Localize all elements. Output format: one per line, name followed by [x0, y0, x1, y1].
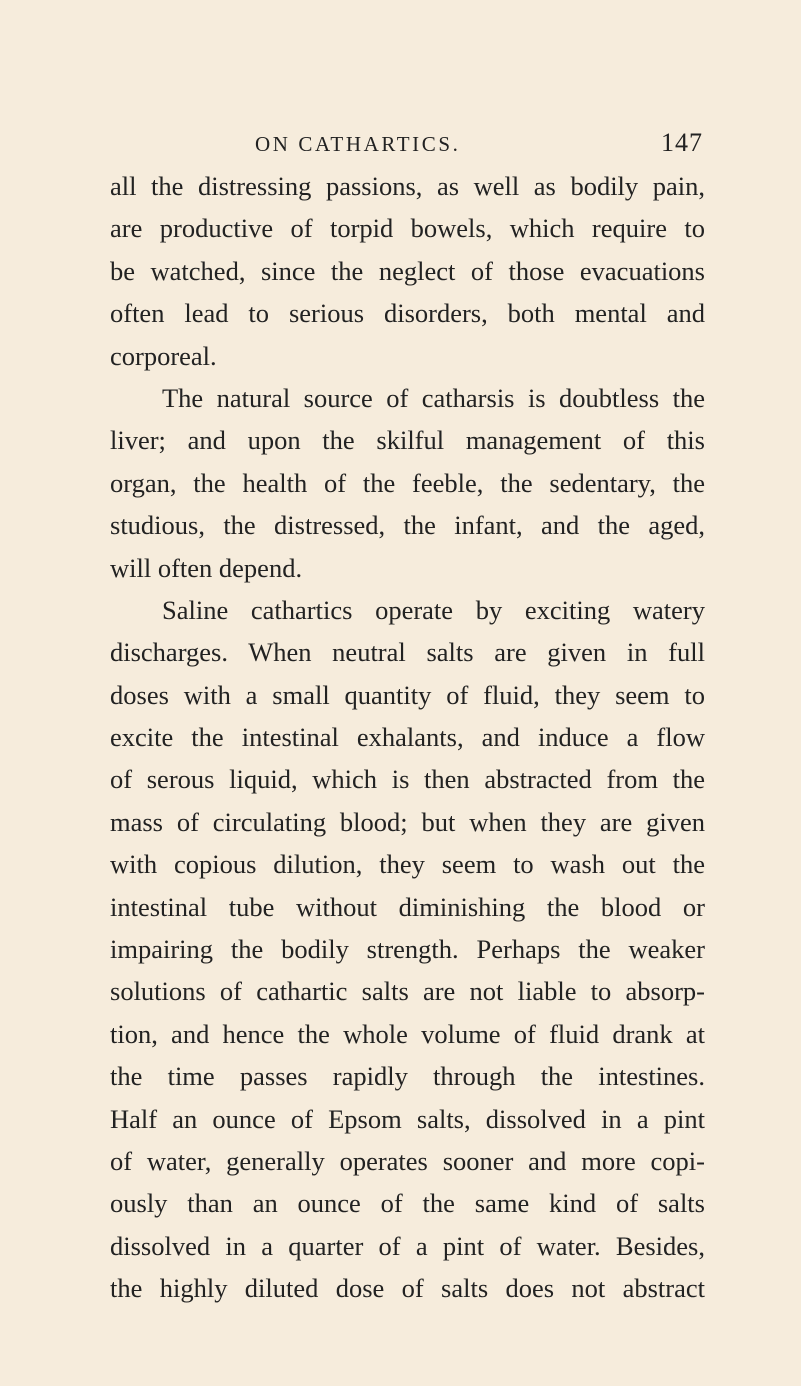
text-line: intestinal tube without diminishing the blood or: [110, 891, 705, 922]
paragraph-start-line: Saline cathartics operate by exciting watery: [162, 594, 705, 625]
text-line: the highly diluted dose of salts does not abstract: [110, 1273, 705, 1304]
text-line: with copious dilution, they seem to wash out the: [110, 849, 705, 880]
running-title: ON CATHARTICS.: [255, 132, 461, 156]
text-line: be watched, since the neglect of those evacuations: [110, 255, 705, 286]
text-line: discharges. When neutral salts are given in full: [110, 637, 705, 668]
text-line: excite the intestinal exhalants, and induce a flow: [110, 722, 705, 753]
text-line: studious, the distressed, the infant, and the aged,: [110, 510, 705, 541]
text-line: the time passes rapidly through the intestines.: [110, 1061, 705, 1092]
text-line: mass of circulating blood; but when they are given: [110, 806, 705, 837]
text-line: Half an ounce of Epsom salts, dissolved in a pint: [110, 1103, 705, 1134]
text-line: will often depend.: [110, 552, 303, 583]
text-line: corporeal.: [110, 340, 217, 371]
text-line: impairing the bodily strength. Perhaps the weaker: [110, 934, 705, 965]
text-line: organ, the health of the feeble, the sedentary, the: [110, 467, 705, 498]
body-text: [110, 165, 705, 1310]
text-line: all the distressing passions, as well as bodily pain,: [110, 171, 705, 201]
text-line: of water, generally operates sooner and more copi-: [110, 1145, 705, 1176]
text-line: solutions of cathartic salts are not liable to absorp-: [110, 976, 705, 1007]
text-line: tion, and hence the whole volume of fluid drank at: [110, 1018, 705, 1049]
running-head: [110, 120, 703, 160]
text-line: of serous liquid, which is then abstracted from the: [110, 764, 705, 795]
paragraph-start-line: The natural source of catharsis is doubtless the: [162, 382, 705, 413]
text-line: often lead to serious disorders, both mental and: [110, 298, 705, 329]
text-line: are productive of torpid bowels, which require to: [110, 213, 705, 244]
page-number: 147: [661, 128, 703, 157]
text-line: dissolved in a quarter of a pint of water. Besides,: [110, 1230, 705, 1261]
text-line: ously than an ounce of the same kind of salts: [110, 1188, 705, 1219]
text-line: doses with a small quantity of fluid, they seem to: [110, 679, 705, 710]
text-line: liver; and upon the skilful management of this: [110, 425, 705, 456]
